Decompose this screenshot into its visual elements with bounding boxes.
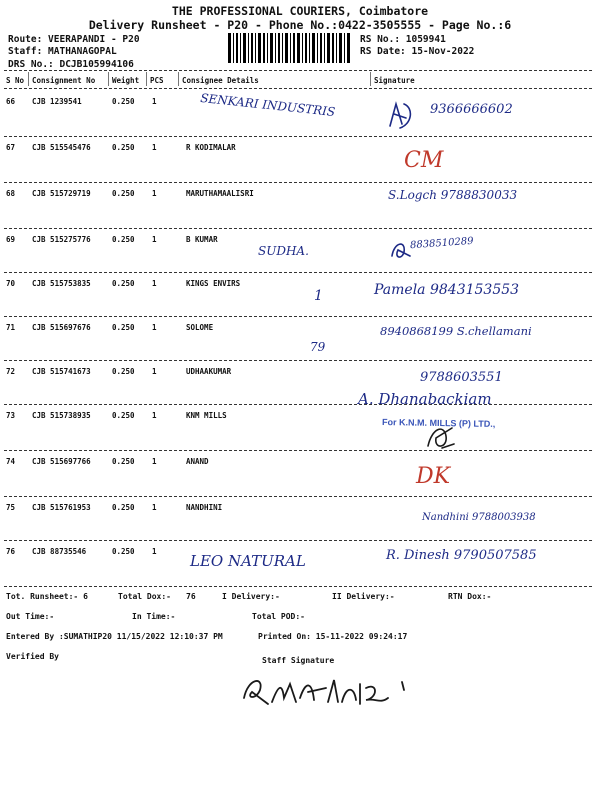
row-pcs: 1 — [152, 411, 157, 420]
row-consignee: B KUMAR — [186, 235, 218, 244]
handwritten-signature: 9788603551 — [420, 370, 503, 385]
rs-date: RS Date: 15-Nov-2022 — [360, 46, 475, 57]
total-dox-label: Total Dox:- — [118, 592, 171, 601]
verified-by: Verified By — [6, 652, 59, 661]
row-sno: 66 — [6, 97, 16, 106]
table-row — [0, 92, 600, 138]
entered-by: Entered By :SUMATHIP20 11/15/2022 12:10:37 PM — [6, 632, 223, 641]
row-divider — [4, 136, 592, 137]
handwritten-consignee: SENKARI INDUSTRIS — [199, 90, 336, 120]
row-consignment: CJB 1239541 — [32, 97, 82, 106]
col-separator — [370, 72, 371, 86]
row-sno: 69 — [6, 235, 16, 244]
row-pcs: 1 — [152, 503, 157, 512]
table-row — [0, 274, 600, 320]
col-weight: Weight — [112, 76, 140, 85]
row-divider — [4, 360, 592, 361]
row-consignment: CJB 515275776 — [32, 235, 91, 244]
header-top-rule — [4, 70, 592, 71]
runsheet-title: Delivery Runsheet - P20 - Phone No.:0422-3505555 - Page No.:6 — [88, 18, 512, 32]
row-consignment: CJB 88735546 — [32, 547, 87, 556]
row-consignee: SOLOME — [186, 323, 214, 332]
total-dox-value: 76 — [186, 592, 196, 601]
col-consignee: Consignee Details — [182, 76, 259, 85]
row-weight: 0.250 — [112, 367, 135, 376]
row-consignment: CJB 515697676 — [32, 323, 91, 332]
row-sno: 71 — [6, 323, 16, 332]
row-pcs: 1 — [152, 235, 157, 244]
row-pcs: 1 — [152, 323, 157, 332]
row-divider — [4, 316, 592, 317]
row-weight: 0.250 — [112, 411, 135, 420]
handwritten-signature: A. Dhanabackiam — [358, 390, 492, 408]
total-runsheet: Tot. Runsheet:- 6 — [6, 592, 88, 601]
row-consignee: NANDHINI — [186, 503, 223, 512]
handwritten-signature: 8838510289 — [409, 235, 474, 252]
row-weight: 0.250 — [112, 143, 135, 152]
row-consignee: KNM MILLS — [186, 411, 227, 420]
table-row — [0, 138, 600, 184]
handwritten-signature: Pamela 9843153553 — [374, 282, 520, 298]
row-pcs: 1 — [152, 279, 157, 288]
table-row — [0, 542, 600, 588]
col-consignment: Consignment No — [32, 76, 96, 85]
handwritten-signature: Nandhini 9788003938 — [422, 512, 536, 523]
row-divider — [4, 450, 592, 451]
row-consignment: CJB 515753835 — [32, 279, 91, 288]
col-pcs: PCS — [150, 76, 164, 85]
table-row — [0, 362, 600, 408]
row-divider — [4, 272, 592, 273]
handwritten-signature: S.Logch 9788830033 — [388, 188, 518, 202]
row-pcs: 1 — [152, 457, 157, 466]
row-consignment: CJB 515741673 — [32, 367, 91, 376]
row-weight: 0.250 — [112, 547, 135, 556]
handwritten-signature: CM — [404, 148, 444, 173]
out-time: Out Time:- — [6, 612, 55, 621]
row-consignment: CJB 515738935 — [32, 411, 91, 420]
row-consignee: R KODIMALAR — [186, 143, 236, 152]
row-consignee: MARUTHAMAALISRI — [186, 189, 254, 198]
row-weight: 0.250 — [112, 97, 135, 106]
row-consignee: UDHAAKUMAR — [186, 367, 232, 376]
row-weight: 0.250 — [112, 323, 135, 332]
col-separator — [146, 72, 147, 86]
company-title: THE PROFESSIONAL COURIERS, Coimbatore — [171, 4, 429, 18]
header-bottom-rule — [4, 88, 592, 89]
col-separator — [108, 72, 109, 86]
staff-signature-scrawl — [238, 668, 428, 712]
handwritten-consignee: 1 — [314, 288, 323, 304]
row-weight: 0.250 — [112, 235, 135, 244]
i-delivery: I Delivery:- — [222, 592, 280, 601]
row-consignment: CJB 515545476 — [32, 143, 91, 152]
company-stamp: For K.N.M. MILLS (P) LTD., — [381, 417, 496, 429]
row-pcs: 1 — [152, 189, 157, 198]
row-consignment: CJB 515729719 — [32, 189, 91, 198]
ii-delivery: II Delivery:- — [332, 592, 395, 601]
row-pcs: 1 — [152, 97, 157, 106]
handwritten-signature: 8940868199 S.chellamani — [380, 324, 532, 338]
row-divider — [4, 540, 592, 541]
handwritten-consignee: LEO NATURAL — [190, 552, 306, 570]
handwritten-consignee: 79 — [310, 340, 326, 354]
row-divider — [4, 586, 592, 587]
row-pcs: 1 — [152, 547, 157, 556]
signature-doodle — [388, 236, 414, 262]
row-consignee: ANAND — [186, 457, 209, 466]
row-consignment: CJB 515697766 — [32, 457, 91, 466]
drs-number: DRS No.: DCJB105994106 — [8, 59, 134, 70]
handwritten-consignee: SUDHA. — [258, 244, 309, 258]
row-sno: 68 — [6, 189, 16, 198]
col-sno: S No — [6, 76, 25, 85]
table-row — [0, 318, 600, 364]
row-pcs: 1 — [152, 143, 157, 152]
barcode-graphic — [228, 33, 352, 63]
staff-label: Staff: MATHANAGOPAL — [8, 46, 117, 57]
col-signature: Signature — [374, 76, 415, 85]
table-row — [0, 452, 600, 498]
table-row — [0, 230, 600, 276]
table-row — [0, 498, 600, 544]
in-time: In Time:- — [132, 612, 176, 621]
row-consignee: KINGS ENVIRS — [186, 279, 241, 288]
row-weight: 0.250 — [112, 279, 135, 288]
row-sno: 74 — [6, 457, 16, 466]
row-sno: 73 — [6, 411, 16, 420]
row-sno: 70 — [6, 279, 16, 288]
col-separator — [28, 72, 29, 86]
row-weight: 0.250 — [112, 457, 135, 466]
handwritten-signature: 9366666602 — [430, 102, 513, 117]
row-sno: 76 — [6, 547, 16, 556]
handwritten-signature: R. Dinesh 9790507585 — [386, 548, 537, 563]
row-divider — [4, 404, 592, 405]
rtn-dox: RTN Dox:- — [448, 592, 492, 601]
col-separator — [178, 72, 179, 86]
signature-doodle — [424, 420, 458, 454]
row-weight: 0.250 — [112, 189, 135, 198]
row-divider — [4, 496, 592, 497]
row-weight: 0.250 — [112, 503, 135, 512]
row-pcs: 1 — [152, 367, 157, 376]
total-pod: Total POD:- — [252, 612, 305, 621]
row-sno: 67 — [6, 143, 16, 152]
route-label: Route: VEERAPANDI - P20 — [8, 34, 140, 45]
staff-signature-label: Staff Signature — [262, 656, 335, 665]
rs-number: RS No.: 1059941 — [360, 34, 446, 45]
signature-doodle — [384, 98, 418, 132]
row-consignment: CJB 515761953 — [32, 503, 91, 512]
row-divider — [4, 182, 592, 183]
row-sno: 72 — [6, 367, 16, 376]
table-row — [0, 184, 600, 230]
printed-on: Printed On: 15-11-2022 09:24:17 — [258, 632, 408, 641]
row-sno: 75 — [6, 503, 16, 512]
row-divider — [4, 228, 592, 229]
handwritten-signature: DK — [416, 464, 451, 489]
table-row — [0, 390, 600, 452]
